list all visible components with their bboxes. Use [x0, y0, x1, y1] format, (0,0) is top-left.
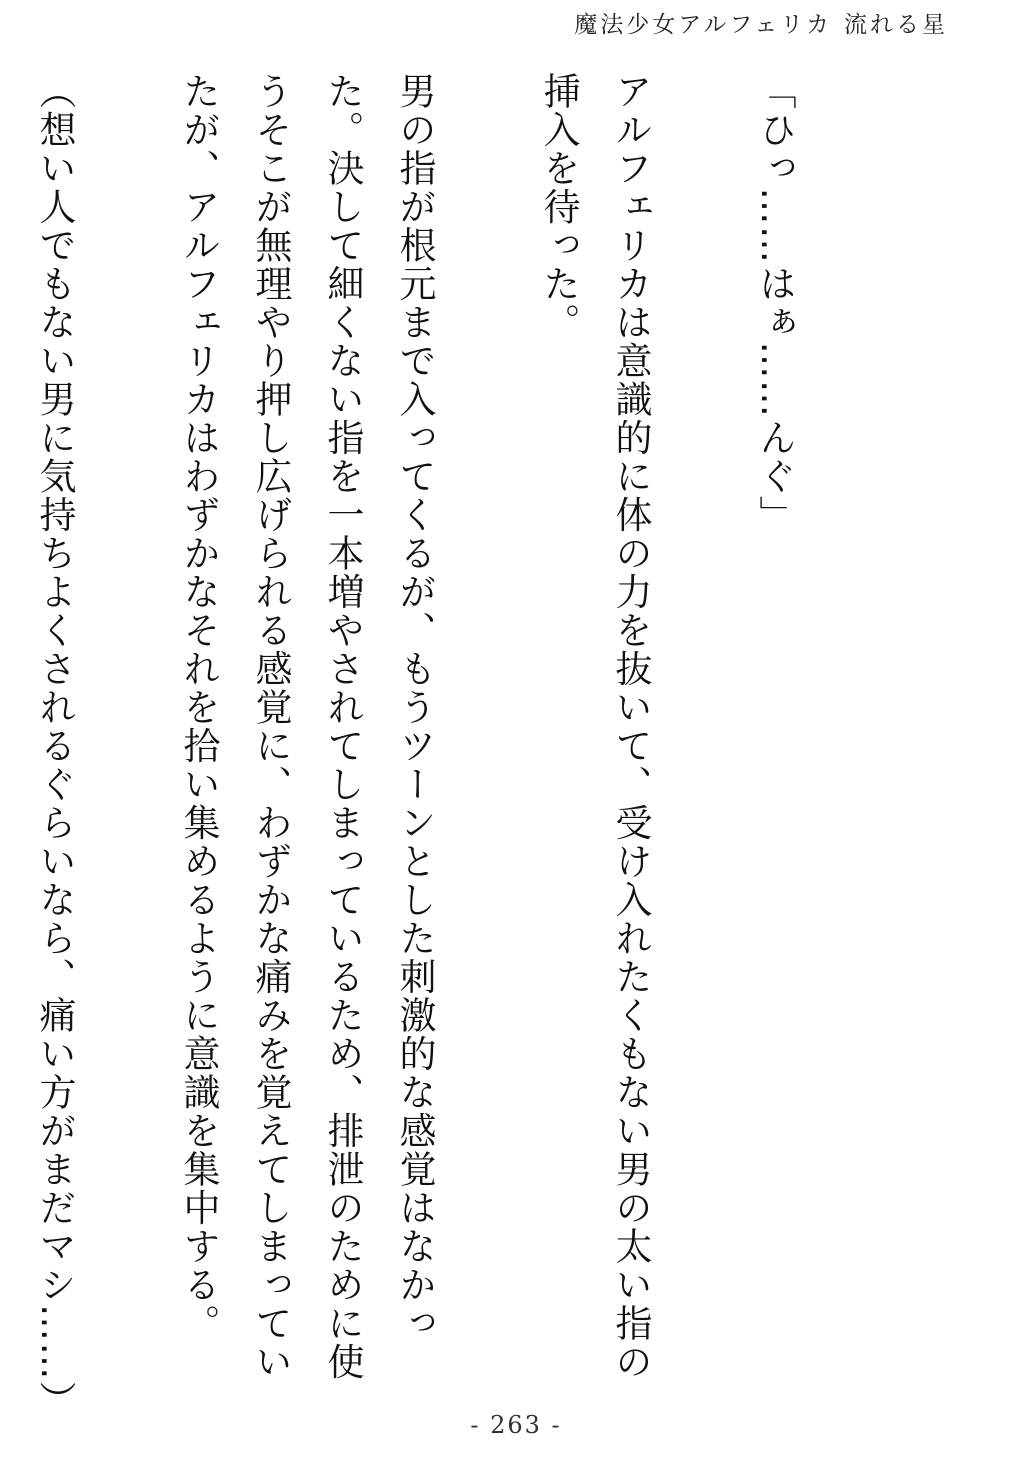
running-header: [574, 6, 948, 39]
paragraph: 男の指が根元まで入ってくるが、もうツーンとした刺激的な感覚はなかった。決して細くない指を一本増やされてしまっているため、排泄のために使うそこが無理やり押し広げられる感覚に、わずかな痛みを覚えてしまっていたが、アルフェリカはわずかなそれを拾い集めるように意識を集中する。: [177, 72, 436, 1381]
chapter-title: 流れる星: [844, 12, 948, 38]
page-number: - 263 -: [470, 1411, 562, 1439]
book-title: 魔法少女アルフェリカ: [574, 12, 832, 38]
body-text: [0, 72, 882, 1420]
paragraph-thought: （想い人でもない男に気持ちよくされるぐらいなら、痛い方がまだマシ……）: [33, 72, 76, 1420]
paragraph-dialogue: 「ひっ……はぁ……んぐ」: [753, 72, 796, 534]
paragraph: アルフェリカは意識的に体の力を抜いて、受け入れたくもない男の太い指の挿入を待った。: [537, 72, 652, 1381]
